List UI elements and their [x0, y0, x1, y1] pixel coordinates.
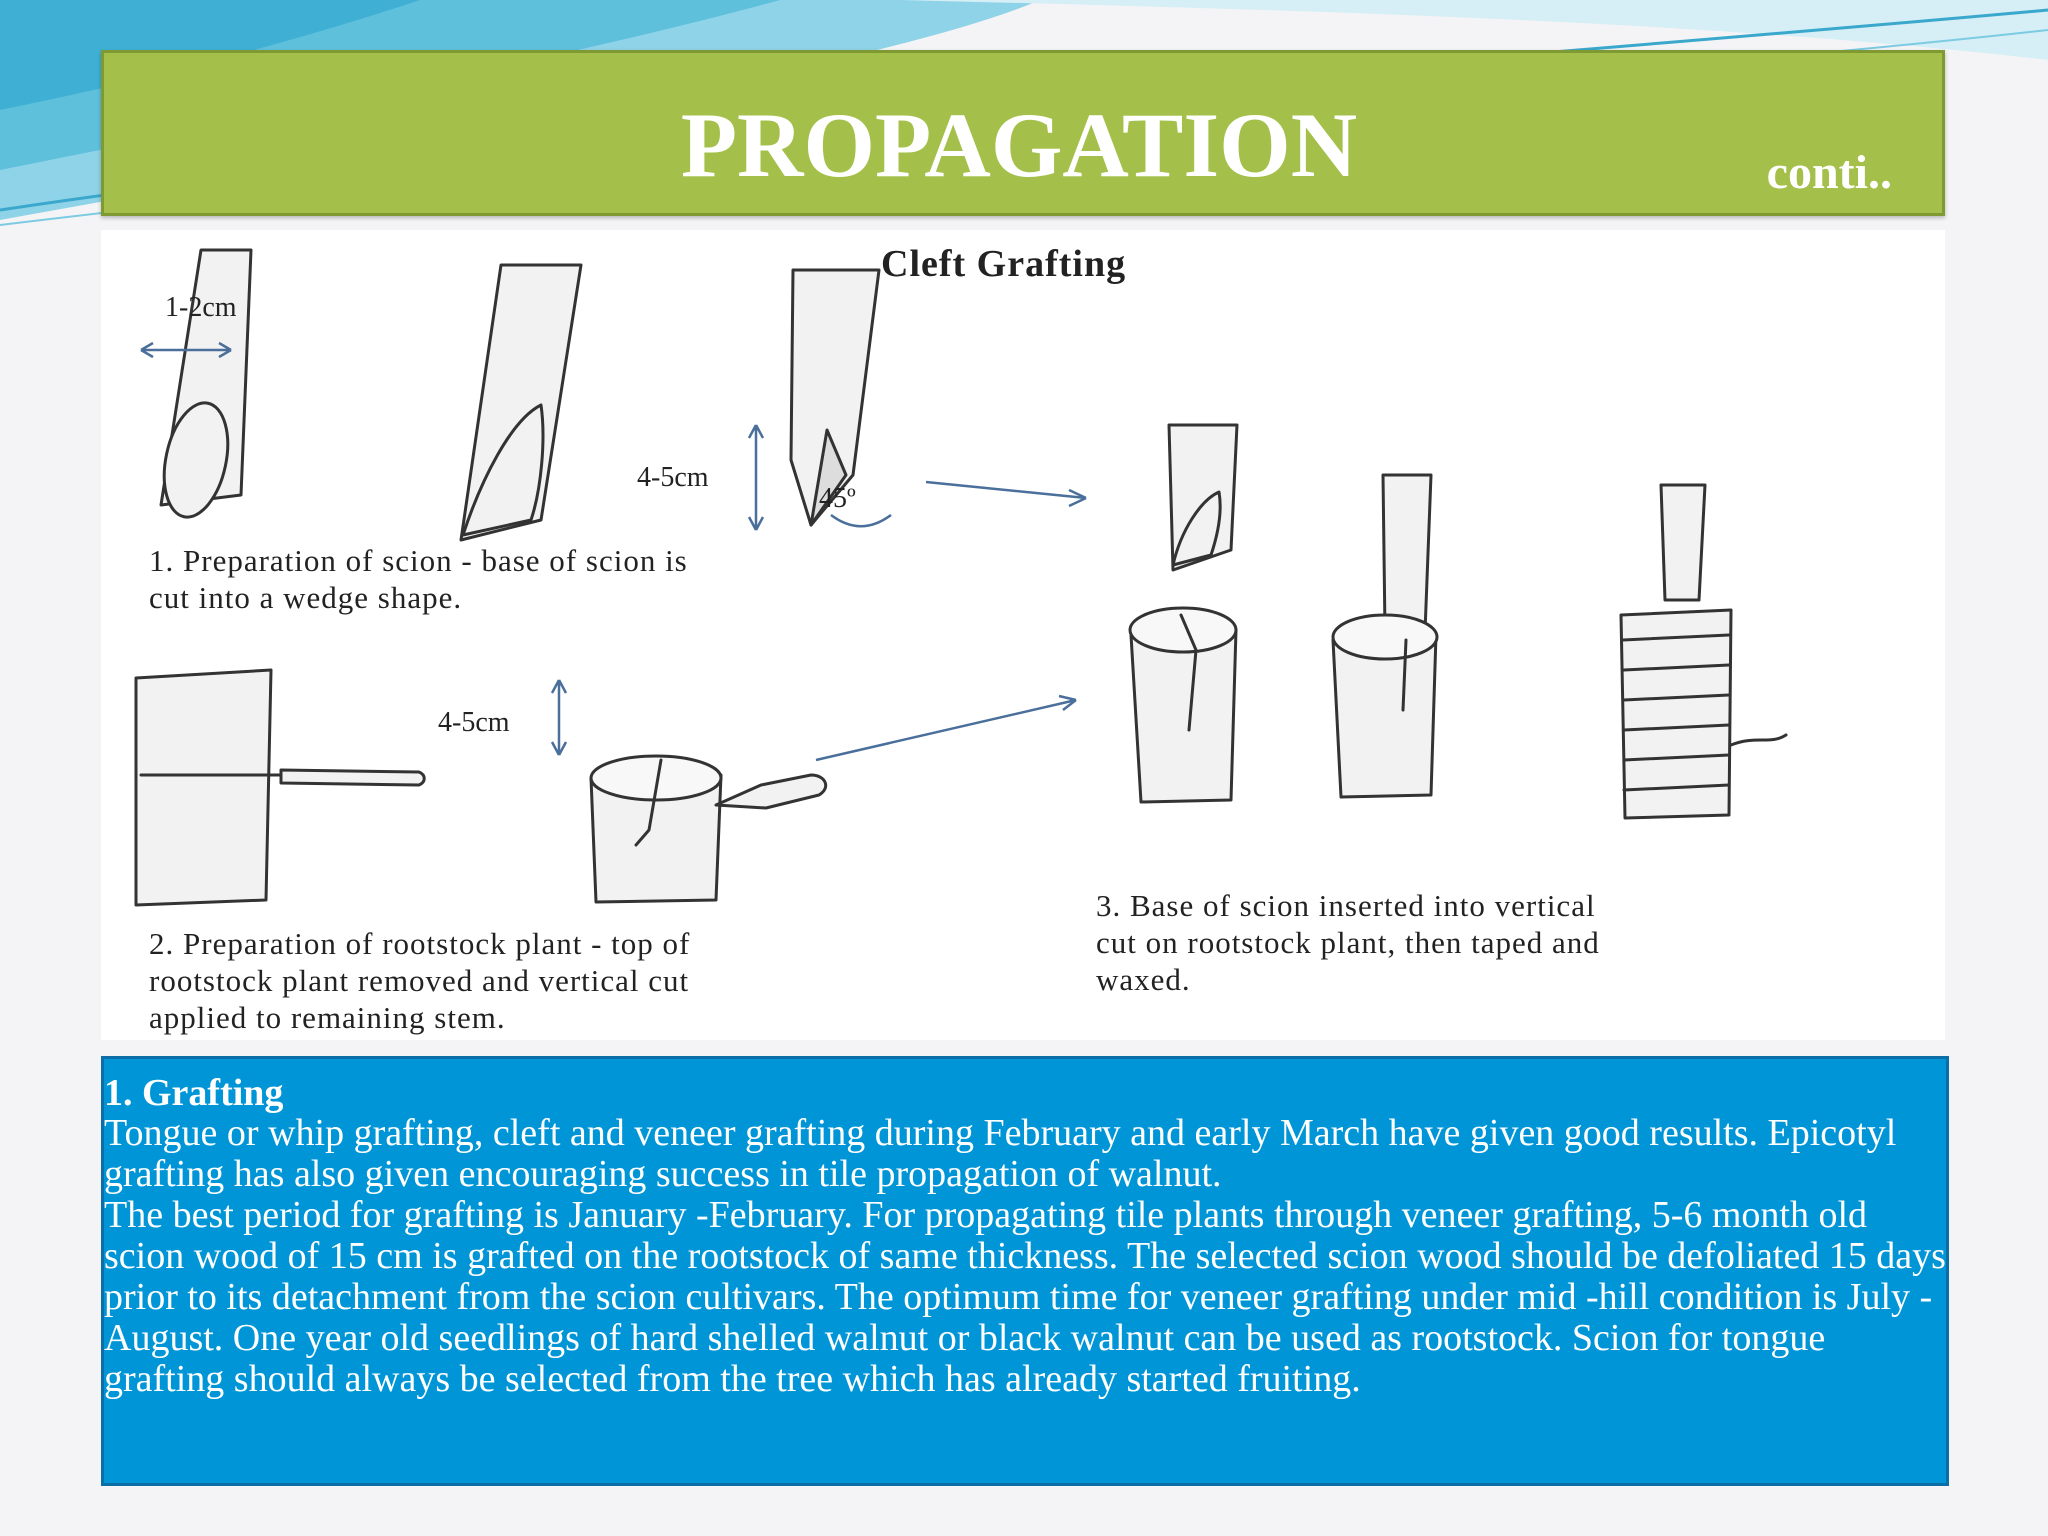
figure-title: Cleft Grafting [881, 243, 1127, 285]
scion-cut-dimension [749, 425, 763, 530]
info-content [104, 1073, 1952, 1400]
scion-width-label: 1-2cm [165, 292, 237, 323]
caption-1 [149, 542, 688, 616]
caption-3-line: cut on rootstock plant, then taped and [1096, 925, 1600, 960]
slide-subtitle: conti.. [1766, 146, 1892, 199]
info-paragraph-1: Tongue or whip grafting, cleft and veneer grafting during February and early March have given good results. Epicotyl grafting has also given encouraging success in tile propagation of walnut. [104, 1112, 1897, 1195]
scion-stem-6 [1661, 485, 1705, 600]
caption-2-line: rootstock plant removed and vertical cut [149, 963, 690, 998]
caption-2-line: 2. Preparation of rootstock plant - top of [149, 926, 691, 961]
grafting-info-box [101, 1056, 1949, 1486]
cleft-grafting-figure [101, 230, 1945, 1040]
caption-1-line: 1. Preparation of scion - base of scion is [149, 543, 688, 578]
angle-arc [831, 515, 891, 526]
title-bar [101, 50, 1945, 216]
rootstock-stump-left [136, 670, 271, 905]
rootstock-cut-label: 4-5cm [438, 707, 510, 738]
rootstock-top-3a [1130, 608, 1236, 652]
scion-stem-5 [1383, 475, 1431, 632]
info-heading: 1. Grafting [104, 1072, 284, 1114]
caption-3-line: 3. Base of scion inserted into vertical [1096, 888, 1596, 923]
arrow-rootstock-to-graft [816, 700, 1076, 760]
caption-3 [1096, 887, 1600, 998]
slide-title: PROPAGATION [680, 94, 1358, 196]
caption-3-line: waxed. [1096, 962, 1191, 997]
caption-2-line: applied to remaining stem. [149, 1000, 506, 1035]
knife-handle-2 [716, 775, 826, 808]
arrow-scion-to-graft [926, 482, 1086, 498]
scion-cut-label: 4-5cm [637, 462, 709, 493]
caption-2 [149, 925, 690, 1036]
knife-blade-1 [281, 770, 424, 785]
grafting-illustration [101, 230, 1945, 1040]
rootstock-stem-3a [1131, 630, 1236, 802]
angle-label: 45º [819, 483, 856, 514]
info-paragraph-2: The best period for grafting is January -February. For propagating tile plants through veneer grafting, 5-6 month old scion wood of 15 cm is grafted on the rootstock of same thickness. The selected scion wood should be defoliated 15 days prior to its detachment from the scion cultivars. The optimum time for veneer grafting under mid -hill condition is July -August. One year old seedlings of hard shelled walnut or black walnut can be used as rootstock. Scion for tongue grafting should always be selected from the tree which has already started fruiting. [104, 1194, 1946, 1400]
rootstock-top-3b [1333, 615, 1437, 659]
rootstock-cut-dimension [552, 680, 566, 755]
caption-1-line: cut into a wedge shape. [149, 580, 463, 615]
